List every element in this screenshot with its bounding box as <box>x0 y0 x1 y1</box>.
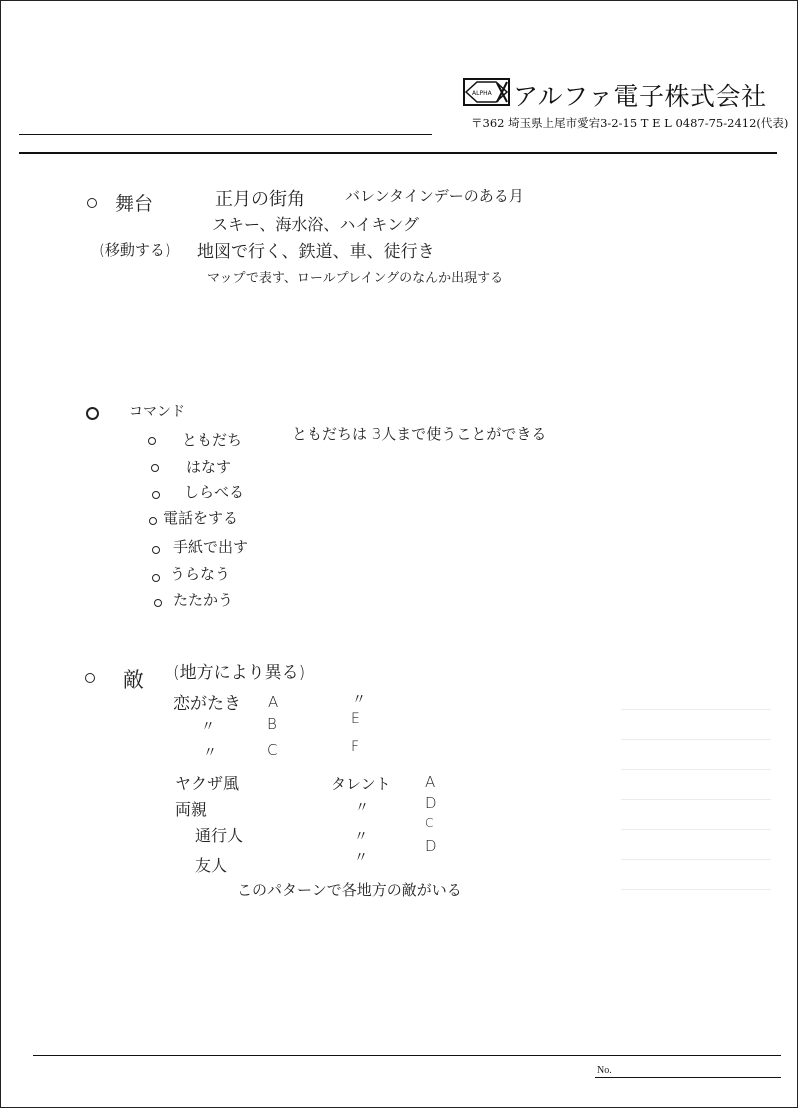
guide-line <box>621 859 771 860</box>
guide-line <box>621 709 771 710</box>
enemy-rival-right: E <box>351 711 360 727</box>
stage-aside: (移動する) <box>99 241 171 259</box>
guide-line <box>621 889 771 890</box>
enemy-ditto: 〃 <box>352 692 366 708</box>
command-item-bullet <box>152 546 160 554</box>
command-item: しらべる <box>184 483 245 501</box>
stage-label: 舞台 <box>115 193 154 215</box>
enemy-person: 通行人 <box>195 826 244 845</box>
footer-rule <box>33 1055 781 1056</box>
command-bullet <box>86 407 99 420</box>
guide-line <box>621 829 771 830</box>
company-address: 〒362 埼玉県上尾市愛宕3-2-15 T E L 0487-75-2412(代表) <box>471 116 789 130</box>
command-item: うらなう <box>170 565 231 583</box>
command-item: ともだち <box>182 431 243 449</box>
enemy-ditto: 〃 <box>203 745 217 761</box>
enemy-talent-grade: A <box>425 773 436 791</box>
stage-line3: 地図で行く、鉄道、車、徒行き <box>197 242 435 262</box>
enemy-person: 両親 <box>175 800 208 819</box>
stage-line1-a: 正月の街角 <box>215 189 305 210</box>
command-item-bullet <box>151 464 159 472</box>
command-item: 電話をする <box>163 509 239 527</box>
stage-line1-b: バレンタインデーのある月 <box>345 187 524 205</box>
enemy-talent-grade: D <box>425 837 437 855</box>
command-label: コマンド <box>129 404 185 420</box>
enemy-summary: このパターンで各地方の敵がいる <box>237 881 462 899</box>
header-rule-left <box>19 134 432 135</box>
stage-bullet <box>87 198 97 208</box>
command-item: はなす <box>186 458 232 476</box>
enemy-person: ヤクザ風 <box>175 774 240 793</box>
enemy-talent-mark: 〃 <box>355 800 369 816</box>
command-note: ともだちは 3人まで使うことができる <box>292 425 547 443</box>
command-item: 手紙で出す <box>173 538 249 556</box>
enemy-ditto: 〃 <box>201 719 215 735</box>
page-number-line <box>595 1077 781 1078</box>
enemy-label: 敵 <box>123 668 144 692</box>
guide-line <box>621 739 771 740</box>
enemy-rival-right: F <box>351 739 360 755</box>
command-item-bullet <box>148 437 156 445</box>
enemy-talent-grade: D <box>425 794 437 812</box>
stage-line4: マップで表す、ロールプレイングのなんか出現する <box>207 271 504 286</box>
command-item: たたかう <box>173 591 234 609</box>
enemy-talent-label: タレント <box>331 775 391 793</box>
guide-line <box>621 799 771 800</box>
command-item-bullet <box>154 599 162 607</box>
page-number-label: No. <box>597 1065 612 1076</box>
enemy-rival-grade: C <box>267 741 278 759</box>
command-item-bullet <box>149 517 157 525</box>
enemy-talent-mark: 〃 <box>354 850 368 866</box>
enemy-bullet <box>85 673 95 683</box>
guide-line <box>621 769 771 770</box>
alpha-logo <box>463 78 510 106</box>
enemy-rival: 恋がたき <box>173 694 241 714</box>
company-name: アルファ電子株式会社 <box>513 82 767 111</box>
enemy-talent-mark: 〃 <box>354 829 368 845</box>
enemy-rival-grade: A <box>268 693 279 711</box>
stage-line2: スキー、海水浴、ハイキング <box>212 215 419 234</box>
svg-text:ALPHA: ALPHA <box>472 90 492 97</box>
enemy-talent-grade: C <box>425 816 434 830</box>
enemy-rival-grade: B <box>267 715 277 733</box>
header-rule-main <box>19 152 777 154</box>
command-item-bullet <box>152 491 160 499</box>
enemy-note: (地方により異る) <box>173 663 306 683</box>
command-item-bullet <box>152 574 160 582</box>
enemy-person: 友人 <box>195 856 228 875</box>
